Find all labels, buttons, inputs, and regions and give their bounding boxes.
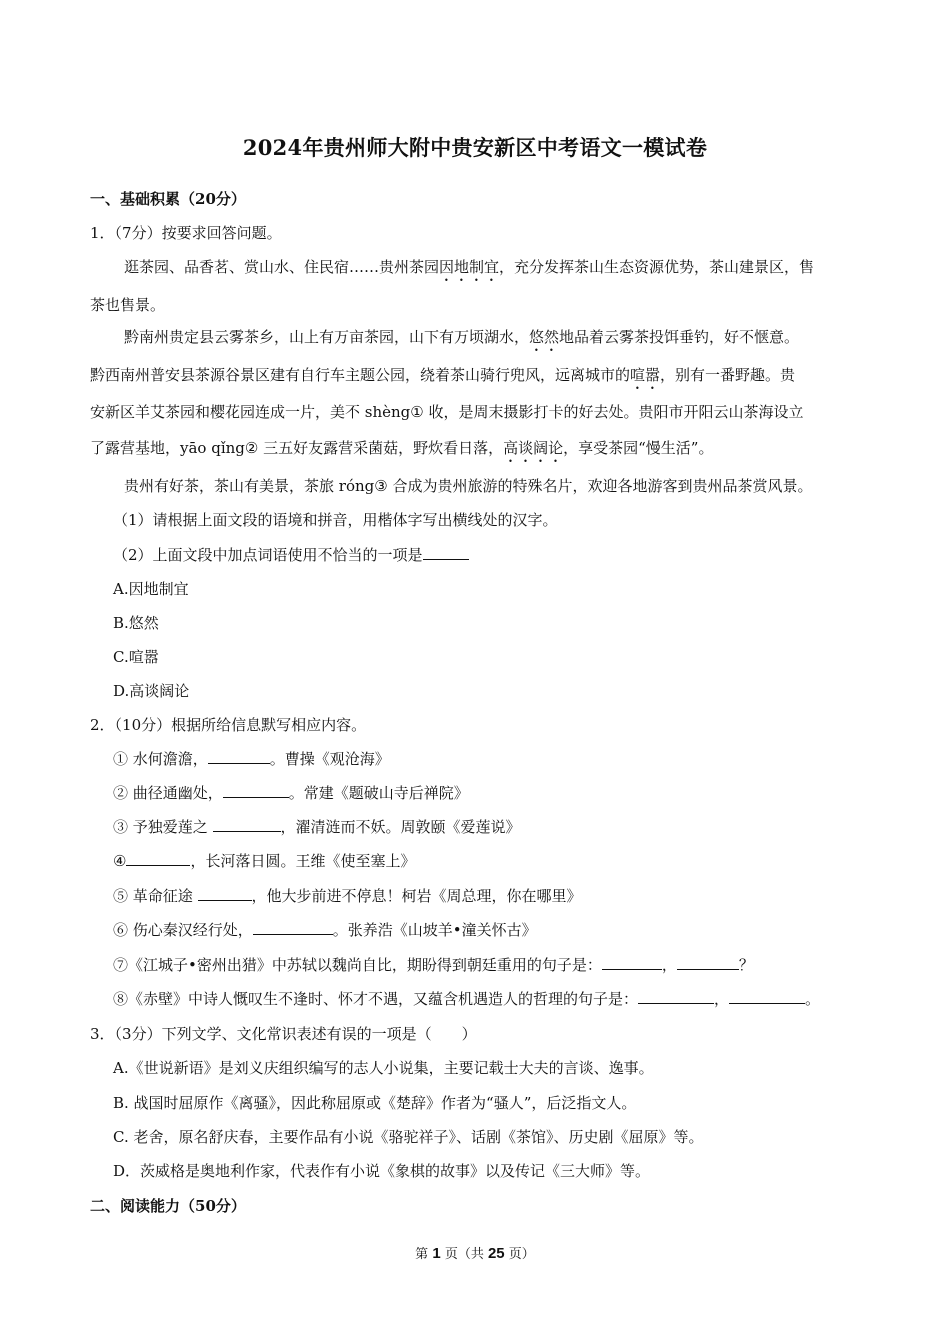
dotted-word: 因地制宜 (439, 258, 500, 276)
q1-option-d[interactable]: D.高谈阔论 (113, 682, 190, 700)
answer-blank[interactable] (126, 850, 190, 866)
q2-item: ③ 予独爱莲之 ，濯清涟而不妖。周敦颐《爱莲说》 (113, 818, 521, 836)
q2-item: ② 曲径通幽处， 。常建《题破山寺后禅院》 (113, 784, 469, 802)
q2-item: ⑧《赤壁》中诗人慨叹生不逢时、怀才不遇，又蕴含机遇造人的哲理的句子是： ， 。 (113, 990, 821, 1008)
answer-blank[interactable] (602, 954, 662, 970)
q1-passage-line: 了露营基地，yāo qǐng② 三五好友露营采菌菇，野炊看日落，高谈阔论，享受茶园“慢生活”。 (90, 439, 714, 457)
q3-option-a[interactable]: A.《世说新语》是刘义庆组织编写的志人小说集，主要记载士大夫的言谈、逸事。 (113, 1059, 654, 1077)
q2-item: ⑦《江城子•密州出猎》中苏轼以魏尚自比，期盼得到朝廷重用的句子是： ， ？ (113, 956, 754, 974)
q1-passage-line: 黔西南州普安县茶源谷景区建有自行车主题公园，绕着茶山骑行兜风，远离城市的喧嚣，别有一番野趣。贵 (90, 366, 796, 384)
q3-option-d[interactable]: D．茨威格是奥地利作家，代表作有小说《象棋的故事》以及传记《三大师》等。 (113, 1162, 651, 1180)
q1-subquestion-2: （2）上面文段中加点词语使用不恰当的一项是 (113, 544, 469, 566)
q3-option-b[interactable]: B. 战国时屈原作《离骚》，因此称屈原或《楚辞》作者为“骚人”，后泛指文人。 (113, 1094, 637, 1112)
page-title: 2024年贵州师大附中贵安新区中考语文一模试卷 (242, 135, 708, 160)
dotted-word: 喧嚣 (630, 366, 661, 384)
section-heading-2: 二、阅读能力（50分） (90, 1197, 246, 1215)
page-footer: 第 1 页（共 25 页） (415, 1245, 535, 1262)
answer-blank[interactable] (198, 885, 252, 901)
answer-blank[interactable] (213, 816, 281, 832)
answer-blank[interactable] (677, 954, 739, 970)
q1-passage-line: 逛茶园、品香茗、赏山水、住民宿……贵州茶园因地制宜，充分发挥茶山生态资源优势，茶山建景区，售 (124, 258, 815, 276)
question-1-heading: 1．（7分）按要求回答问题。 (90, 224, 282, 242)
answer-blank[interactable] (423, 544, 469, 560)
q1-passage-line: 茶也售景。 (90, 296, 166, 314)
answer-blank[interactable] (729, 988, 805, 1004)
dotted-word: 悠然 (529, 328, 560, 346)
q2-item: ④ ，长河落日圆。王维《使至塞上》 (113, 852, 416, 870)
q3-option-c[interactable]: C. 老舍，原名舒庆春，主要作品有小说《骆驼祥子》、话剧《茶馆》、历史剧《屈原》等。 (113, 1128, 704, 1146)
q1-option-b[interactable]: B.悠然 (113, 614, 159, 632)
q1-option-a[interactable]: A.因地制宜 (113, 580, 189, 598)
answer-blank[interactable] (208, 748, 270, 764)
q1-option-c[interactable]: C.喧嚣 (113, 648, 159, 666)
section-heading-1: 一、基础积累（20分） (90, 190, 246, 208)
question-3-heading: 3．（3分）下列文学、文化常识表述有误的一项是（ ） (90, 1025, 477, 1043)
answer-blank[interactable] (223, 782, 289, 798)
q1-passage-line: 安新区羊艾茶园和樱花园连成一片，美不 shèng① 收，是周末摄影打卡的好去处。贵阳市开阳云山茶海设立 (90, 403, 804, 421)
answer-blank[interactable] (253, 919, 333, 935)
q1-passage-line: 黔南州贵定县云雾茶乡，山上有万亩茶园，山下有万顷湖水，悠然地品着云雾茶投饵垂钓，好不惬意。 (124, 328, 800, 346)
page-number: 1 (432, 1245, 441, 1262)
q1-passage-line: 贵州有好茶，茶山有美景，茶旅 róng③ 合成为贵州旅游的特殊名片，欢迎各地游客到贵州品茶赏风景。 (124, 477, 813, 495)
q2-item: ① 水何澹澹， 。曹操《观沧海》 (113, 750, 390, 768)
answer-blank[interactable] (638, 988, 714, 1004)
q1-subquestion-1: （1）请根据上面文段的语境和拼音，用楷体字写出横线处的汉字。 (113, 511, 558, 529)
question-2-heading: 2．（10分）根据所给信息默写相应内容。 (90, 716, 367, 734)
dotted-word: 高谈阔论 (503, 439, 564, 457)
page-total: 25 (487, 1245, 505, 1262)
q2-item: ⑥ 伤心秦汉经行处， 。张养浩《山坡羊•潼关怀古》 (113, 921, 537, 939)
q2-item: ⑤ 革命征途 ，他大步前进不停息！柯岩《周总理，你在哪里》 (113, 887, 582, 905)
